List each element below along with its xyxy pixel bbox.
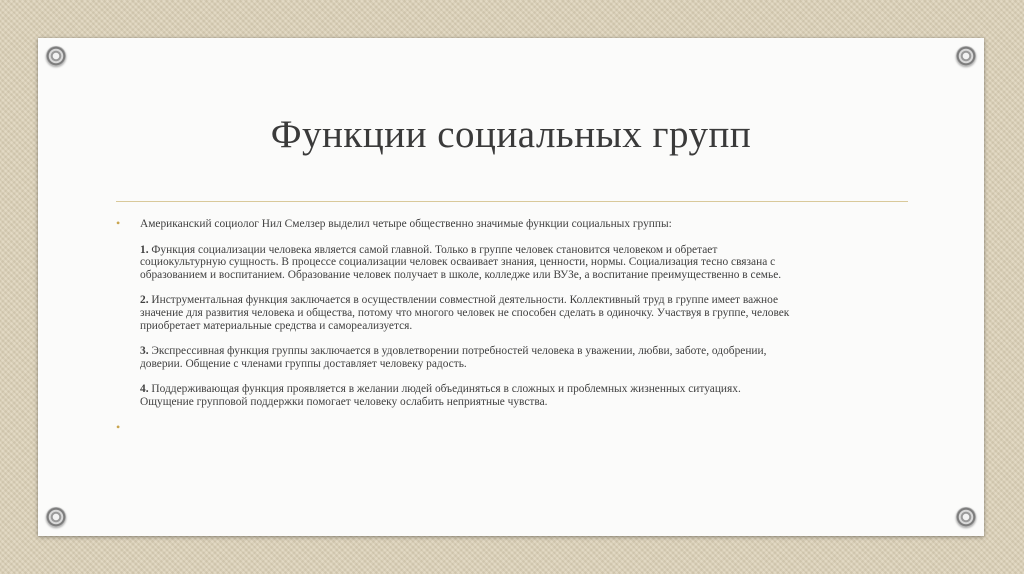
- pushpin-icon: [956, 507, 976, 527]
- function-text-line: образованием и воспитанием. Образование человек получает в школе, колледже или ВУЗе, а воспитание преимущественно в семье.: [140, 268, 782, 281]
- pushpin-icon: [46, 46, 66, 66]
- function-paragraph: [140, 244, 916, 282]
- function-number: 4.: [140, 383, 149, 396]
- pushpin-icon: [956, 46, 976, 66]
- function-text-line: Функция социализации человека является самой главной. Только в группе человек становится человеком и обретает: [151, 243, 718, 256]
- function-number: 1.: [140, 243, 149, 256]
- function-paragraph: [140, 345, 916, 370]
- function-number: 3.: [140, 345, 149, 358]
- empty-bullet-item: [116, 419, 916, 436]
- slide-title: Функции социальных групп: [270, 113, 752, 156]
- function-text-line: социокультурную сущность. В процессе социализации человек осваивает знания, ценности, нормы. Социализация тесно связана с: [140, 256, 776, 269]
- bullet-item: [116, 218, 916, 409]
- function-text-line: Поддерживающая функция проявляется в желании людей объединяться в сложных и проблемных жизненных ситуациях.: [151, 383, 741, 396]
- title-divider: [116, 201, 908, 202]
- function-text-line: доверии. Общение с членами группы доставляет человеку радость.: [140, 357, 467, 370]
- slide: [38, 38, 984, 536]
- function-text-line: приобретает материальные средства и самореализуется.: [140, 319, 413, 332]
- bullet-icon: •: [116, 216, 121, 230]
- slide-content: [116, 218, 916, 436]
- function-text-line: Ощущение групповой поддержки помогает человеку ослабить неприятные чувства.: [140, 395, 548, 408]
- function-number: 2.: [140, 294, 149, 307]
- bullet-icon: •: [116, 419, 121, 434]
- function-text-line: Инструментальная функция заключается в осуществлении совместной деятельности. Коллективный труд в группе имеет важное: [151, 294, 779, 307]
- intro-text: Американский социолог Нил Смелзер выделил четыре общественно значимые функции социальных группы:: [140, 218, 672, 230]
- pushpin-icon: [46, 507, 66, 527]
- function-paragraph: [140, 294, 916, 332]
- function-text-line: Экспрессивная функция группы заключается в удовлетворении потребностей человека в уважении, любви, заботе, одобрении,: [151, 345, 767, 358]
- function-text-line: значение для развития человека и общества, потому что многого человек не способен сделать в одиночку. Участвуя в группе, человек: [140, 306, 790, 319]
- function-paragraph: [140, 383, 916, 408]
